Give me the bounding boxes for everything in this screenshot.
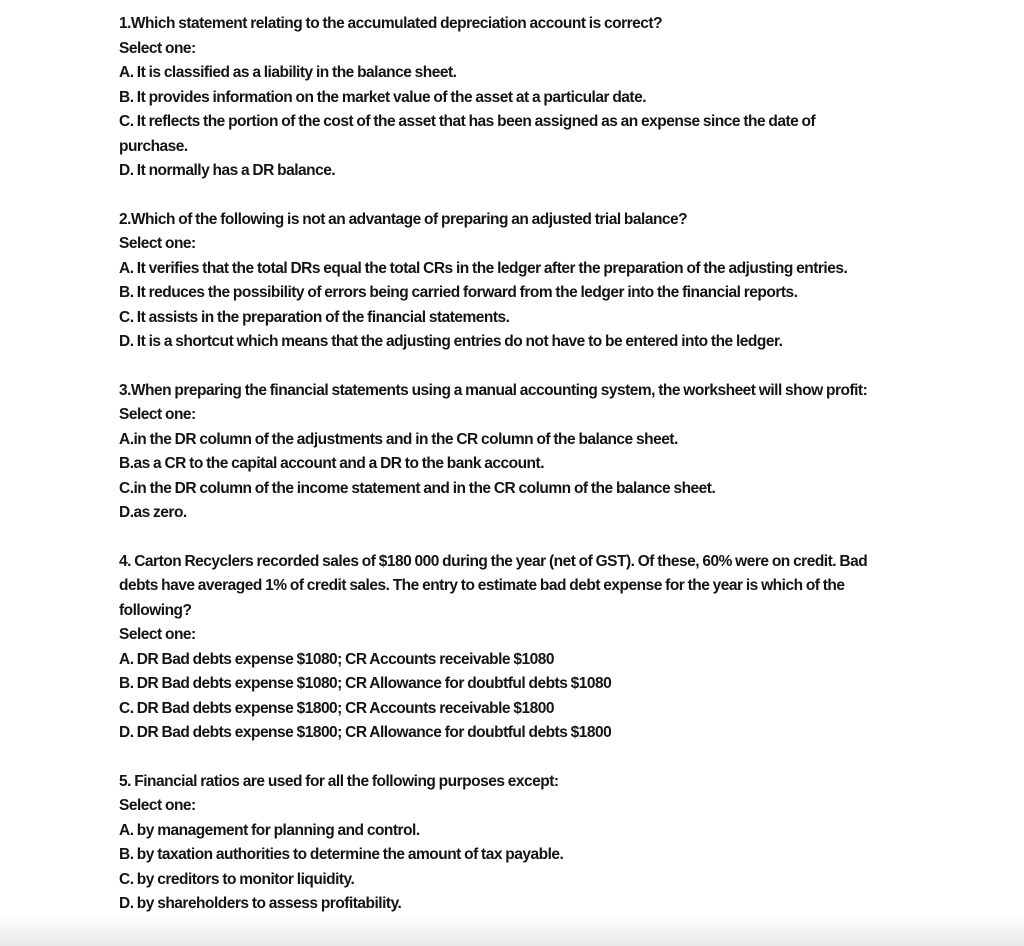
question-5 <box>119 770 909 917</box>
option-b: B. It reduces the possibility of errors being carried forward from the ledger into the financial reports. <box>119 284 798 301</box>
question-4 <box>119 550 909 746</box>
option-b: B.as a CR to the capital account and a DR to the bank account. <box>119 455 544 472</box>
select-one-label: Select one: <box>119 797 196 814</box>
question-1 <box>119 12 909 184</box>
question-stem: 4. Carton Recyclers recorded sales of $180 000 during the year (net of GST). Of these, 60% were on credit. Bad debts have averaged 1% of credit sales. The entry to estimate bad debt expense for the year is which of the following? <box>119 552 868 619</box>
option-a: A. It is classified as a liability in the balance sheet. <box>119 64 457 81</box>
question-stem: 2.Which of the following is not an advantage of preparing an adjusted trial balance? <box>119 210 688 228</box>
question-2 <box>119 208 909 355</box>
option-d: D. DR Bad debts expense $1800; CR Allowance for doubtful debts $1800 <box>119 724 612 741</box>
quiz-document <box>119 12 909 941</box>
option-d: D. It is a shortcut which means that the adjusting entries do not have to be entered into the ledger. <box>119 333 783 350</box>
option-c: C.in the DR column of the income statement and in the CR column of the balance sheet. <box>119 479 716 497</box>
option-b: B. DR Bad debts expense $1080; CR Allowance for doubtful debts $1080 <box>119 675 612 692</box>
select-one-label: Select one: <box>119 235 196 252</box>
option-a: A. by management for planning and control. <box>119 821 420 839</box>
page-bottom-shadow <box>0 916 1024 946</box>
option-c: C. It assists in the preparation of the financial statements. <box>119 308 510 326</box>
question-stem: 5. Financial ratios are used for all the following purposes except: <box>119 772 559 790</box>
option-b: B. It provides information on the market value of the asset at a particular date. <box>119 88 646 106</box>
option-a: A. DR Bad debts expense $1080; CR Accounts receivable $1080 <box>119 650 554 668</box>
option-d: D. It normally has a DR balance. <box>119 162 336 179</box>
option-a: A.in the DR column of the adjustments and in the CR column of the balance sheet. <box>119 430 678 448</box>
question-3 <box>119 379 909 526</box>
option-c: C. by creditors to monitor liquidity. <box>119 870 355 888</box>
option-d: D. by shareholders to assess profitability. <box>119 895 402 912</box>
option-b: B. by taxation authorities to determine the amount of tax payable. <box>119 846 564 863</box>
option-c: C. DR Bad debts expense $1800; CR Accounts receivable $1800 <box>119 699 554 717</box>
select-one-label: Select one: <box>119 39 196 57</box>
option-a: A. It verifies that the total DRs equal the total CRs in the ledger after the preparation of the adjusting entries. <box>119 259 848 277</box>
question-stem: 1.Which statement relating to the accumulated depreciation account is correct? <box>119 15 663 32</box>
select-one-label: Select one: <box>119 626 196 643</box>
select-one-label: Select one: <box>119 406 196 423</box>
option-d: D.as zero. <box>119 504 187 521</box>
option-c: C. It reflects the portion of the cost of the asset that has been assigned as an expense since the date of purchase. <box>119 113 816 155</box>
question-stem: 3.When preparing the financial statements using a manual accounting system, the worksheet will show profit: <box>119 381 868 399</box>
